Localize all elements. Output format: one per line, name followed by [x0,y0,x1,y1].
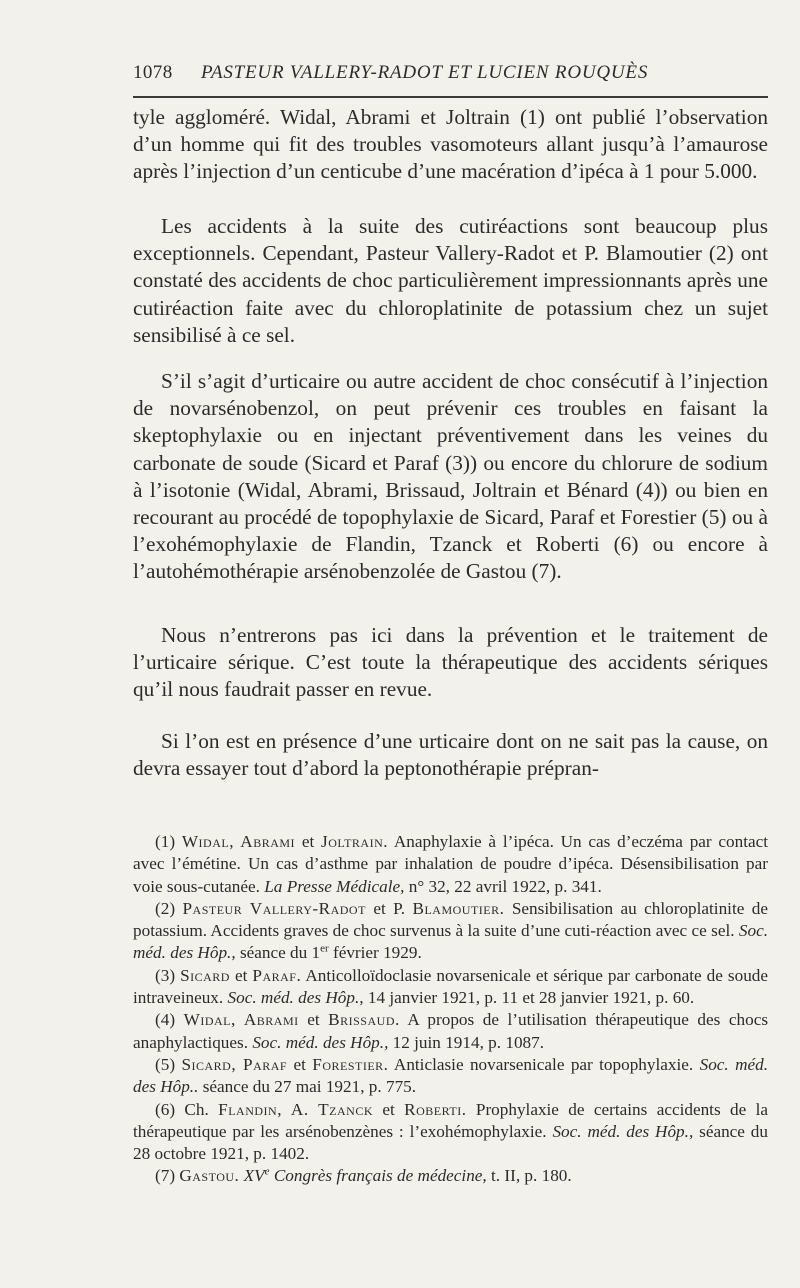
running-title: PASTEUR VALLERY-RADOT ET LUCIEN ROUQUÈS [201,62,649,83]
paragraph-2: Les accidents à la suite des cutiréactions sont beaucoup plus exceptionnels. Cependant, Pasteur Vallery-Radot et P. Blamoutier (2) ont constaté des accidents de choc particulièrement impressionnants après une cutiréaction faite avec du chloroplatinite de potassium chez un sujet sensibilisé à ce sel. [133,214,768,347]
page-number: 1078 [133,62,173,83]
footnote-6: (6) Ch. Flandin, A. Tzanck et Roberti. Prophylaxie de certains accidents de la thérapeutique par les arsénobenzènes : l’exohémophylaxie. Soc. méd. des Hôp., séance du 28 octobre 1921, p. 1402. [133,1099,768,1164]
footnote-2: (2) Pasteur Vallery-Radot et P. Blamoutier. Sensibilisation au chloroplatinite de potassium. Accidents graves de choc survenus à la suite d’une cuti-réaction avec ce sel. Soc. méd. des Hôp., séance du 1er février 1929. [133,898,768,963]
footnote-5: (5) Sicard, Paraf et Forestier. Anticlasie novarsenicale par topophylaxie. Soc. méd. des Hôp.. séance du 27 mai 1921, p. 775. [133,1054,769,1097]
footnote-1: (1) Widal, Abrami et Joltrain. Anaphylaxie à l’ipéca. Un cas d’eczéma par contact avec l’émétine. Un cas d’asthme par inhalation de poudre d’ipéca. Désensibilisation par voie sous-cutanée. La Presse Médicale, n° 32, 22 avril 1922, p. 341. [133,832,769,896]
header-rule [133,96,768,98]
paragraph-5: Si l’on est en présence d’une urticaire dont on ne sait pas la cause, on devra essayer tout d’abord la peptonothérapie prépran- [133,729,768,781]
paragraph-3: S’il s’agit d’urticaire ou autre accident de choc consécutif à l’injection de novarsénobenzol, on peut prévenir ces troubles en faisant la skeptophylaxie ou en injectant préventivement dans les veines du carbonate de soude (Sicard et Paraf (3)) ou encore du chlorure de sodium à l’isotonie (Widal, Abrami, Brissaud, Joltrain et Bénard (4)) ou bien en recourant au procédé de topophylaxie de Sicard, Paraf et Forestier (5) ou à l’exohémophylaxie de Flandin, Tzanck et Roberti (6) ou encore à l’autohémothérapie arsénobenzolée de Gastou (7). [133,369,768,584]
footnote-7: (7) Gastou. XVe Congrès français de médecine, t. II, p. 180. [155,1165,572,1186]
footnote-4: (4) Widal, Abrami et Brissaud. A propos de l’utilisation thérapeutique des chocs anaphylactiques. Soc. méd. des Hôp., 12 juin 1914, p. 1087. [133,1010,769,1052]
footnote-3: (3) Sicard et Paraf. Anticolloïdoclasie novarsenicale et sérique par carbonate de soude intraveineux. Soc. méd. des Hôp., 14 janvier 1921, p. 11 et 28 janvier 1921, p. 60. [133,965,769,1008]
paragraph-1: tyle aggloméré. Widal, Abrami et Joltrain (1) ont publié l’observation d’un homme qui fit des troubles vasomoteurs allant jusqu’à l’amaurose après l’injection d’un centicube d’une macération d’ipéca à 1 pour 5.000. [133,105,768,184]
footnotes [133,831,768,1188]
paragraph-4: Nous n’entrerons pas ici dans la prévention et le traitement de l’urticaire sérique. C’est toute la thérapeutique des accidents sériques qu’il nous faudrait passer en revue. [133,623,768,702]
